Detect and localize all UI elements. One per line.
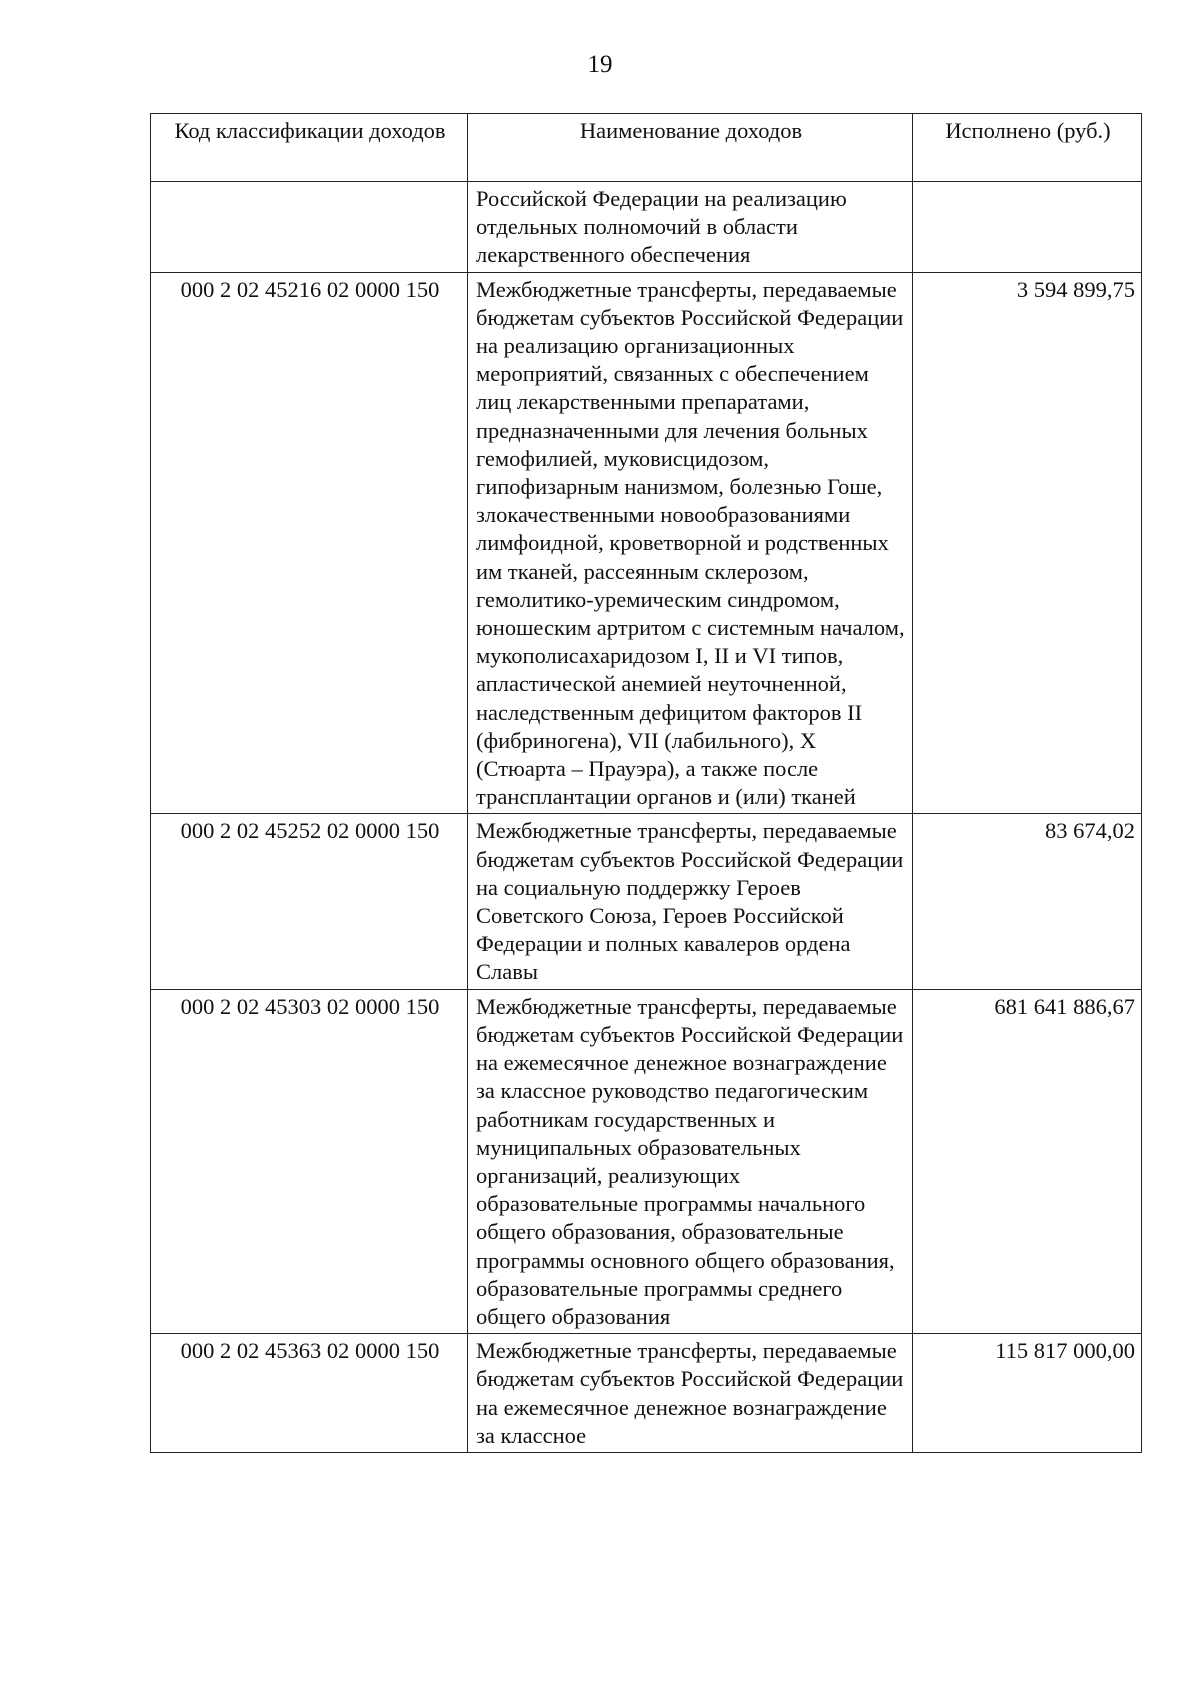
row-amount bbox=[913, 182, 1142, 273]
header-amount: Исполнено (руб.) bbox=[913, 114, 1142, 182]
table-row bbox=[151, 814, 1142, 989]
row-amount: 681 641 886,67 bbox=[913, 989, 1142, 1333]
row-code: 000 2 02 45363 02 0000 150 bbox=[151, 1334, 468, 1453]
row-amount: 3 594 899,75 bbox=[913, 272, 1142, 814]
revenue-table bbox=[150, 113, 1142, 1453]
table-row bbox=[151, 182, 1142, 273]
row-name: Межбюджетные трансферты, передаваемые бюджетам субъектов Российской Федерации на социальную поддержку Героев Советского Союза, Героев Российской Федерации и полных кавалеров ордена Славы bbox=[468, 814, 913, 989]
row-code: 000 2 02 45303 02 0000 150 bbox=[151, 989, 468, 1333]
row-code: 000 2 02 45216 02 0000 150 bbox=[151, 272, 468, 814]
row-amount: 83 674,02 bbox=[913, 814, 1142, 989]
header-code: Код классификации доходов bbox=[151, 114, 468, 182]
page-number: 19 bbox=[587, 51, 613, 78]
row-name: Межбюджетные трансферты, передаваемые бюджетам субъектов Российской Федерации на реализацию организационных мероприятий, связанных с обеспечением лиц лекарственными препаратами, предназначенными для лечения больных гемофилией, муковисцидозом, гипофизарным нанизмом, болезнью Гоше, злокачественными новообразованиями лимфоидной, кроветворной и родственных им тканей, рассеянным склерозом, гемолитико-уремическим синдромом, юношеским артритом с системным началом, мукополисахаридозом I, II и VI типов, апластической анемией неуточненной, наследственным дефицитом факторов II (фибриногена), VII (лабильного), X (Стюарта – Прауэра), а также после трансплантации органов и (или) тканей bbox=[468, 272, 913, 814]
row-name: Российской Федерации на реализацию отдельных полномочий в области лекарственного обеспечения bbox=[468, 182, 913, 273]
table-row bbox=[151, 1334, 1142, 1453]
header-name: Наименование доходов bbox=[468, 114, 913, 182]
row-name: Межбюджетные трансферты, передаваемые бюджетам субъектов Российской Федерации на ежемесячное денежное вознаграждение за классное руководство педагогическим работникам государственных и муниципальных образовательных организаций, реализующих образовательные программы начального общего образования, образовательные программы основного общего образования, образовательные программы среднего общего образования bbox=[468, 989, 913, 1333]
row-name: Межбюджетные трансферты, передаваемые бюджетам субъектов Российской Федерации на ежемесячное денежное вознаграждение за классное bbox=[468, 1334, 913, 1453]
row-code: 000 2 02 45252 02 0000 150 bbox=[151, 814, 468, 989]
row-amount: 115 817 000,00 bbox=[913, 1334, 1142, 1453]
table-row bbox=[151, 272, 1142, 814]
table-row bbox=[151, 989, 1142, 1333]
row-code bbox=[151, 182, 468, 273]
table-header-row bbox=[151, 114, 1142, 182]
